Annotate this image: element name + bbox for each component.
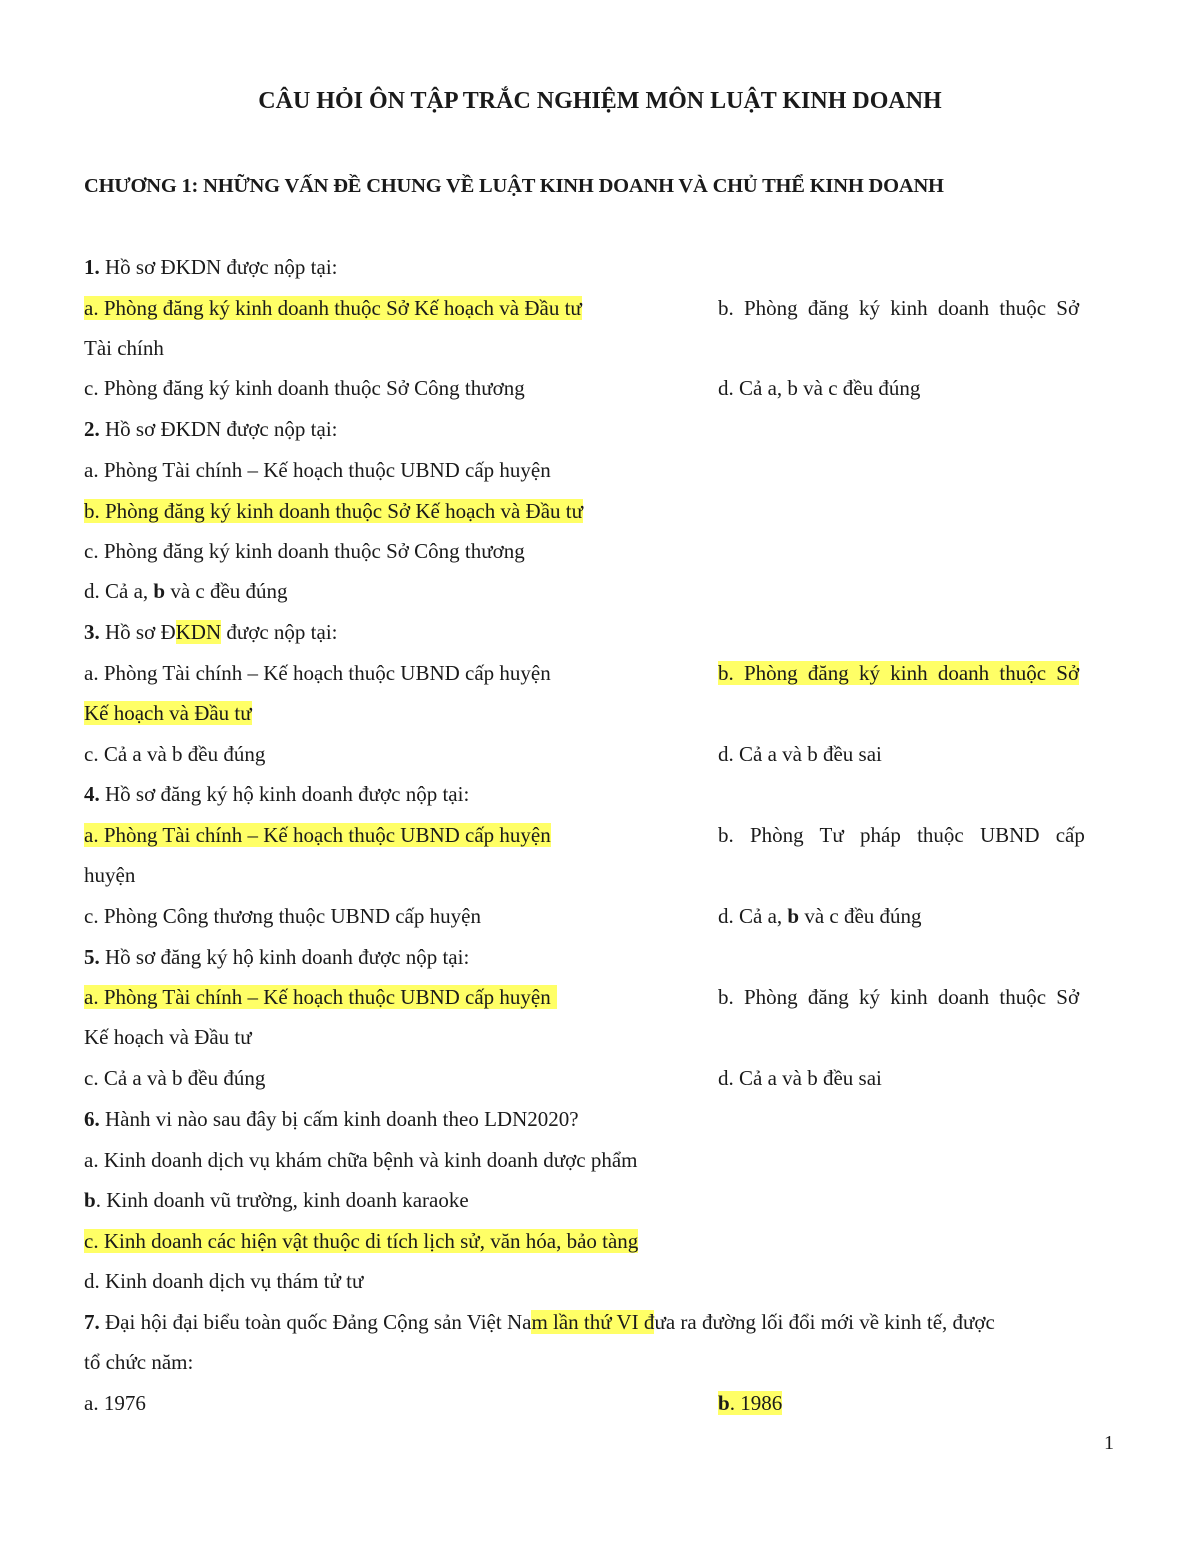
answer-text: . 1986 — [729, 1391, 783, 1415]
q5-answer-d: d. Cả a và b đều sai — [718, 1066, 882, 1090]
q2-answer-d — [84, 576, 288, 606]
answer-text: d. Cả a, — [84, 579, 154, 603]
q7-answer-a: a. 1976 — [84, 1391, 146, 1415]
q3-answer-a: a. Phòng Tài chính – Kế hoạch thuộc UBND cấp huyện — [84, 661, 551, 685]
question-number: 3. — [84, 620, 100, 644]
q6-answer-d: d. Kinh doanh dịch vụ thám tử tư — [84, 1269, 364, 1293]
question-text: Hồ sơ ĐKDN được nộp tại: — [99, 417, 338, 441]
q4-answer-b: b. Phòng Tư pháp thuộc UBND cấp — [718, 823, 1085, 847]
question-text: Hành vi nào sau đây bị cấm kinh doanh theo LDN2020? — [99, 1107, 579, 1131]
q3-answer-b — [718, 658, 1079, 688]
q6-answer-a: a. Kinh doanh dịch vụ khám chữa bệnh và kinh doanh dược phẩm — [84, 1148, 638, 1172]
question-text-highlight: m lần thứ VI đ — [531, 1310, 655, 1334]
q3-answer-b-cont — [84, 698, 252, 728]
q3-answer-c: c. Cả a và b đều đúng — [84, 742, 266, 766]
q5-answer-a — [84, 982, 557, 1012]
answer-highlight — [718, 1391, 782, 1415]
q5-answer-b: b. Phòng đăng ký kinh doanh thuộc Sở — [718, 985, 1080, 1009]
question-3 — [84, 617, 338, 647]
page-number: 1 — [1104, 1432, 1114, 1454]
q4-answer-b-cont: huyện — [84, 863, 136, 887]
answer-bold: b — [787, 904, 800, 928]
q1-answer-c: c. Phòng đăng ký kinh doanh thuộc Sở Công thương — [84, 376, 525, 400]
answer-text: c. Kinh doanh các hiện vật thuộc di tích lịch sử, văn hóa, bảo tàng — [84, 1229, 639, 1253]
answer-text: b. Phòng đăng ký kinh doanh thuộc Sở Kế hoạch và Đầu tư — [84, 499, 583, 523]
question-number: 1. — [84, 255, 100, 279]
answer-text: a. Phòng Tài chính – Kế hoạch thuộc UBND cấp huyện — [84, 823, 551, 847]
q2-answer-a: a. Phòng Tài chính – Kế hoạch thuộc UBND cấp huyện — [84, 458, 551, 482]
document-title: CÂU HỎI ÔN TẬP TRẮC NGHIỆM MÔN LUẬT KINH DOANH — [258, 88, 942, 114]
question-text: Hồ sơ đăng ký hộ kinh doanh được nộp tại: — [99, 782, 470, 806]
question-2 — [84, 414, 338, 444]
question-number: 6. — [84, 1107, 100, 1131]
question-4 — [84, 779, 469, 809]
question-text-highlight: KDN — [175, 620, 222, 644]
question-text: Hồ sơ ĐKDN được nộp tại: — [99, 255, 338, 279]
q2-answer-b — [84, 496, 583, 526]
q1-answer-a — [84, 293, 582, 323]
question-text-rest: ưa ra đường lối đổi mới về kinh tế, được — [654, 1310, 995, 1334]
q1-answer-b-cont: Tài chính — [84, 336, 164, 360]
answer-text: . Kinh doanh vũ trường, kinh doanh karaoke — [95, 1188, 469, 1212]
question-5 — [84, 942, 469, 972]
answer-bold: b — [153, 579, 166, 603]
q5-answer-b-cont: Kế hoạch và Đầu tư — [84, 1025, 252, 1049]
q1-answer-b: b. Phòng đăng ký kinh doanh thuộc Sở — [718, 296, 1080, 320]
question-number: 4. — [84, 782, 100, 806]
q5-answer-c: c. Cả a và b đều đúng — [84, 1066, 266, 1090]
answer-bold: b — [718, 1391, 730, 1415]
answer-text: Kế hoạch và Đầu tư — [84, 701, 252, 725]
q3-answer-d: d. Cả a và b đều sai — [718, 742, 882, 766]
q2-answer-c: c. Phòng đăng ký kinh doanh thuộc Sở Công thương — [84, 539, 525, 563]
question-text: Hồ sơ Đ — [99, 620, 176, 644]
q4-answer-c: c. Phòng Công thương thuộc UBND cấp huyện — [84, 904, 481, 928]
question-text: Hồ sơ đăng ký hộ kinh doanh được nộp tại: — [99, 945, 470, 969]
q6-answer-b — [84, 1185, 469, 1215]
question-7 — [84, 1307, 995, 1337]
question-number: 7. — [84, 1310, 100, 1334]
question-1 — [84, 252, 338, 282]
answer-text: b. Phòng đăng ký kinh doanh thuộc Sở — [718, 661, 1080, 685]
answer-text: a. Phòng đăng ký kinh doanh thuộc Sở Kế hoạch và Đầu tư — [84, 296, 582, 320]
answer-bold: b — [84, 1188, 96, 1212]
q1-answer-d: d. Cả a, b và c đều đúng — [718, 376, 921, 400]
q4-answer-d — [718, 901, 922, 931]
question-6 — [84, 1104, 579, 1134]
question-number: 5. — [84, 945, 100, 969]
answer-text-rest: và c đều đúng — [165, 579, 288, 603]
q4-answer-a — [84, 820, 551, 850]
question-text-rest: được nộp tại: — [221, 620, 338, 644]
question-text: Đại hội đại biểu toàn quốc Đảng Cộng sản Việt Na — [99, 1310, 532, 1334]
q7-answer-b — [718, 1388, 782, 1418]
answer-text-rest: và c đều đúng — [799, 904, 922, 928]
answer-text: a. Phòng Tài chính – Kế hoạch thuộc UBND cấp huyện — [84, 985, 557, 1009]
answer-text: d. Cả a, — [718, 904, 788, 928]
q6-answer-c — [84, 1226, 638, 1256]
question-number: 2. — [84, 417, 100, 441]
question-7-cont: tổ chức năm: — [84, 1350, 194, 1374]
chapter-heading: CHƯƠNG 1: NHỮNG VẤN ĐỀ CHUNG VỀ LUẬT KINH DOANH VÀ CHỦ THỂ KINH DOANH — [84, 175, 944, 197]
